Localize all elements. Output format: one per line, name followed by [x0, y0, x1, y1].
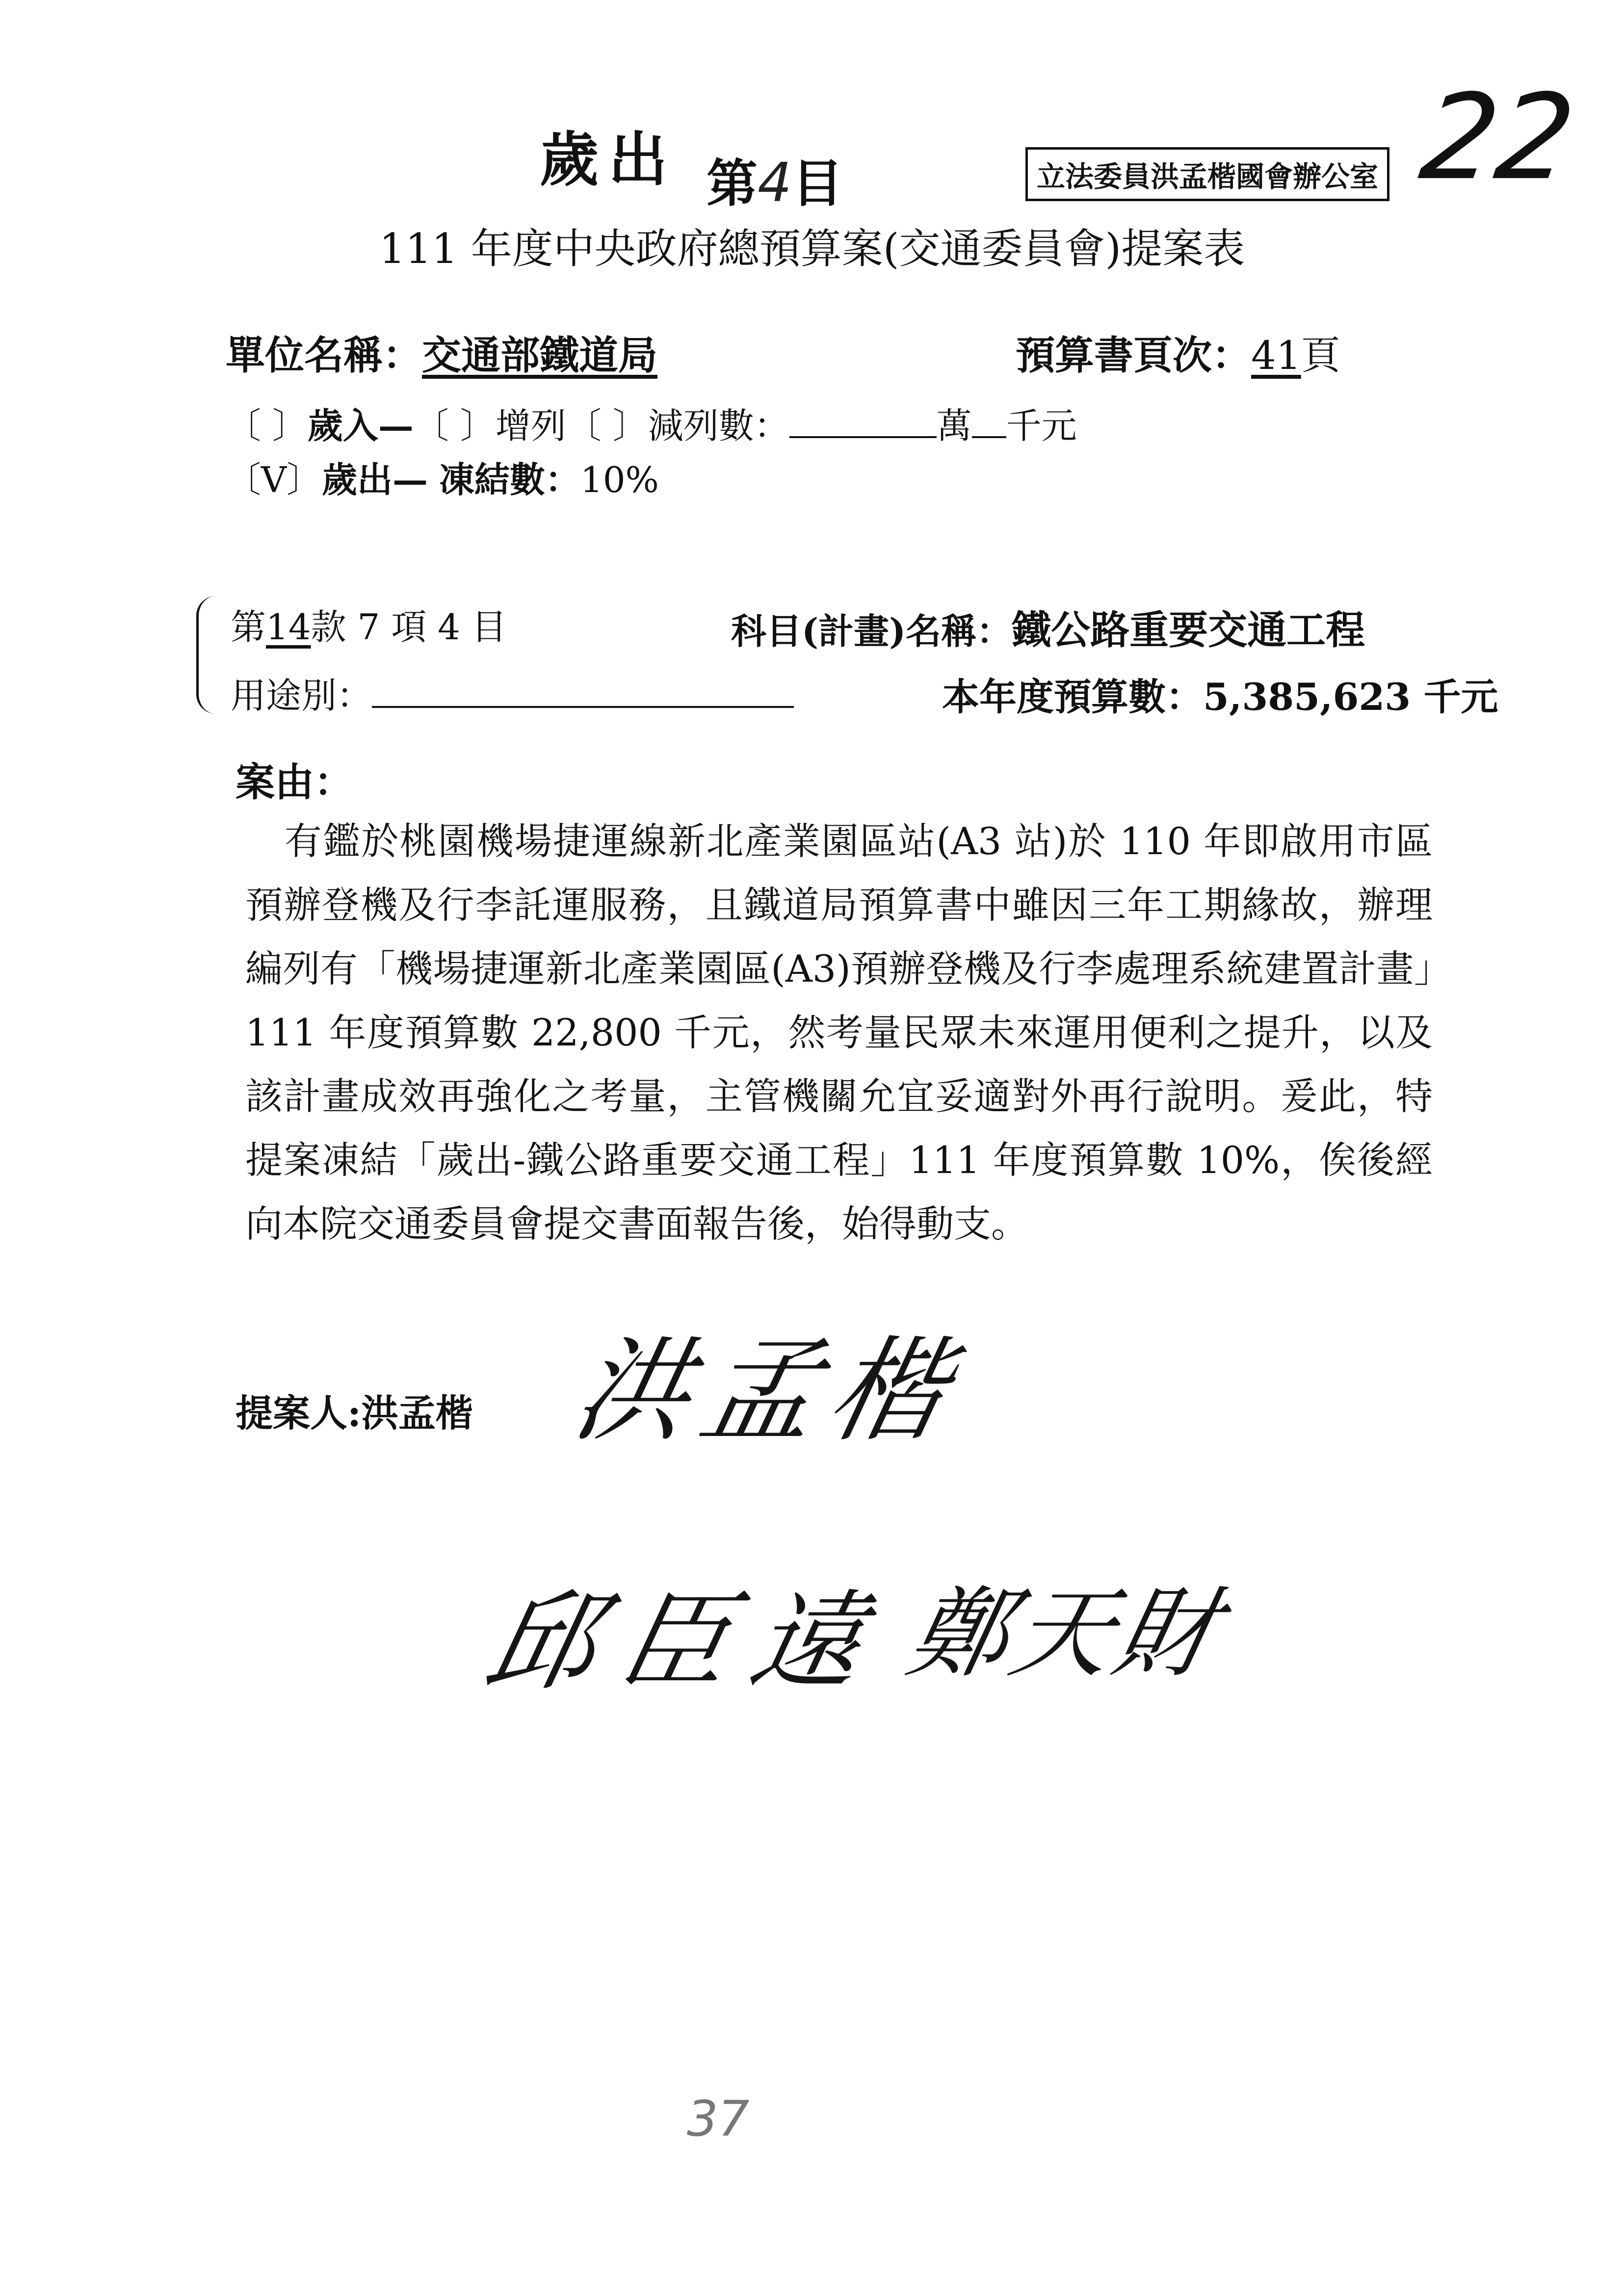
proposer — [236, 1383, 473, 1437]
usage-blank — [372, 677, 794, 708]
item-label — [707, 142, 843, 216]
plan-label: 科目(計畫)名稱： — [731, 610, 1012, 652]
expense-label: 歲出— — [322, 459, 428, 500]
proposer-name: 洪孟楷 — [361, 1391, 473, 1435]
add-label: 增列 — [495, 405, 566, 446]
unit-label: 單位名稱： — [226, 332, 422, 378]
plan-name-row — [731, 599, 1365, 655]
page-title: 111 年度中央政府總預算案(交通委員會)提案表 — [379, 225, 1245, 273]
budget-page-ref — [1016, 324, 1340, 380]
handwritten-page-number: 22 — [1413, 69, 1583, 206]
expense-checkbox: 〔V〕 — [226, 459, 322, 500]
signature-2: 邱臣遠 — [475, 1579, 900, 1705]
handwritten-footer-mark: 37 — [687, 2090, 750, 2147]
page-ref-value: 41 — [1251, 333, 1301, 378]
signature-1: 洪孟楷 — [563, 1326, 973, 1457]
item-suffix: 目 — [792, 153, 843, 213]
section-kuan: 14 — [266, 606, 311, 648]
usage-label: 用途別： — [231, 675, 372, 716]
cut-label: 減列數： — [648, 405, 789, 446]
proposer-label: 提案人: — [236, 1391, 362, 1435]
income-row — [226, 397, 1077, 448]
section-rest: 款 7 項 4 目 — [311, 606, 507, 648]
plan-value: 鐵公路重要交通工程 — [1012, 607, 1365, 653]
budget-label: 本年度預算數： — [942, 675, 1203, 719]
cut-checkbox: 〔 〕 — [566, 405, 648, 446]
page-ref-suffix: 頁 — [1301, 333, 1340, 378]
wan-blank — [789, 407, 937, 438]
stamp-title: 歲出 — [540, 125, 677, 194]
freeze-label: 凍結數： — [439, 459, 580, 500]
income-checkbox: 〔 〕 — [226, 405, 308, 446]
freeze-value: 10% — [580, 459, 659, 500]
unit-thousand: 千元 — [1006, 405, 1077, 446]
budget-row — [942, 667, 1498, 721]
thousand-blank — [972, 407, 1006, 438]
section-row — [231, 599, 507, 650]
page-ref-label: 預算書頁次： — [1016, 332, 1251, 378]
unit-row — [226, 324, 657, 380]
add-checkbox: 〔 〕 — [413, 405, 496, 446]
unit-wan: 萬 — [936, 405, 972, 446]
office-stamp-box: 立法委員洪孟楷國會辦公室 — [1025, 147, 1389, 201]
section-brace — [196, 596, 218, 714]
unit-value: 交通部鐵道局 — [422, 332, 657, 378]
item-number: 4 — [758, 151, 792, 214]
usage-row — [231, 667, 794, 718]
reason-text: 有鑑於桃園機場捷運線新北產業園區站(A3 站)於 110 年即啟用市區預辦登機及行李託運服務，且鐵道局預算書中雖因三年工期緣故，辦理編列有「機場捷運新北產業園區(A3)預辦登機及行李處理系統建置計畫」111 年度預算數 22,800 千元，然考量民眾未來運用便利之提升，以及該計畫成效再強化之考量，主管機關允宜妥適對外再行說明。爰此，特提案凍結「歲出-鐵公路重要交通工程」111 年度預算數 10%，俟後經向本院交通委員會提交書面報告後，始得動支。 — [245, 819, 1433, 1246]
expense-row — [226, 451, 659, 502]
income-label: 歲入— — [307, 405, 414, 446]
reason-heading: 案由： — [236, 759, 353, 805]
signature-3: 鄭天財 — [898, 1577, 1232, 1691]
budget-value: 5,385,623 千元 — [1203, 675, 1498, 719]
section-prefix: 第 — [231, 606, 266, 648]
item-prefix: 第 — [707, 153, 758, 213]
